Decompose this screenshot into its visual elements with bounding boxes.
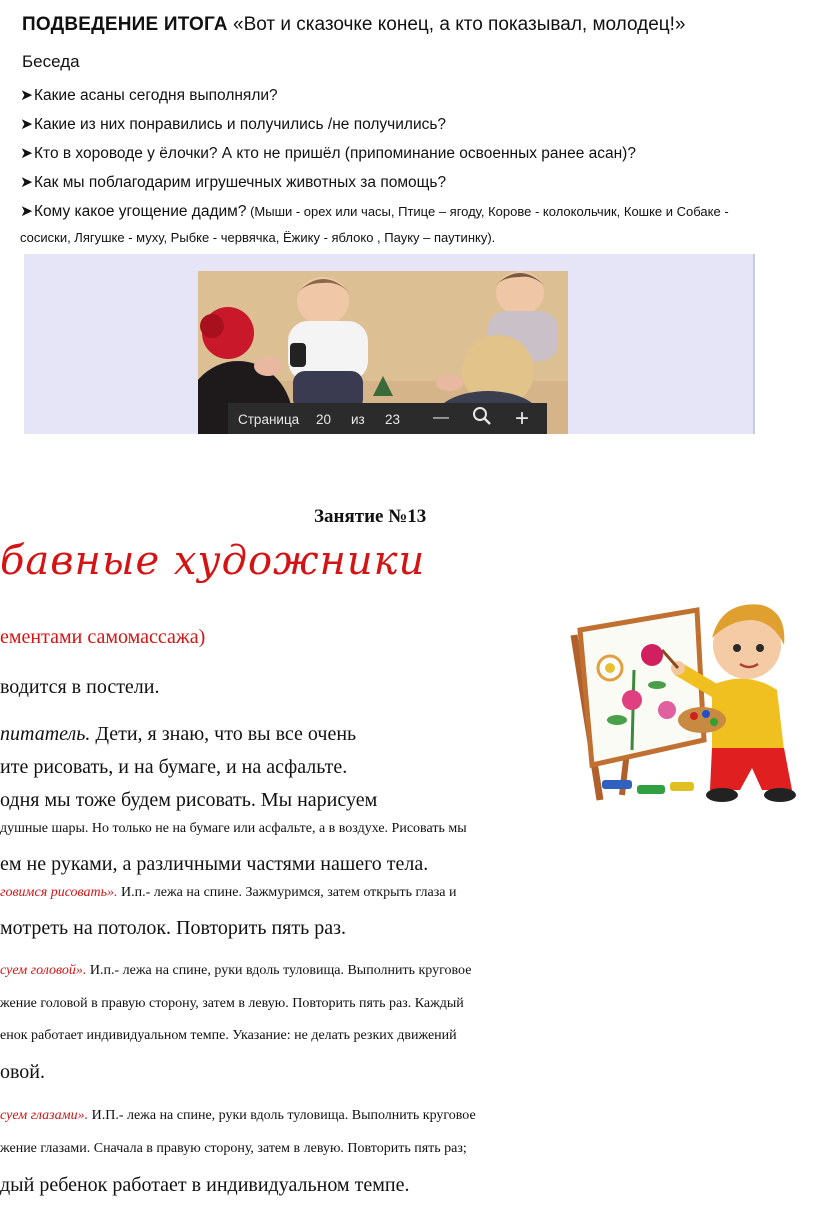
page-current-input[interactable]: 20	[316, 412, 332, 427]
script-title: бавные художники	[0, 538, 426, 584]
exercise-1-text: И.п.- лежа на спине. Зажмуримся, затем открыть глаза и	[117, 885, 457, 900]
question-3	[20, 144, 636, 163]
exercise-1-name: говимся рисовать».	[0, 885, 118, 900]
exercise-2-line-1	[0, 963, 816, 979]
lesson-title: Занятие №13	[314, 506, 427, 527]
question-4	[20, 173, 446, 192]
exercise-3-line-3: дый ребенок работает в индивидуальном темпе.	[0, 1174, 410, 1196]
question-5	[20, 202, 729, 221]
zoom-magnifier-icon[interactable]	[472, 406, 492, 429]
slide-heading-rest: «Вот и сказочке конец, а кто показывал, молодец!»	[227, 14, 686, 35]
slide-scan	[0, 0, 816, 440]
exercise-3-line-1	[0, 1108, 816, 1124]
exercise-2-name: суем головой».	[0, 963, 87, 978]
arrow-bullet-icon: ➤	[20, 145, 33, 162]
question-1-text: Какие асаны сегодня выполняли?	[34, 87, 278, 104]
arrow-bullet-icon: ➤	[20, 87, 33, 104]
arrow-bullet-icon: ➤	[20, 116, 33, 133]
exercise-3-name: суем глазами».	[0, 1108, 89, 1123]
exercise-1-line-2: мотреть на потолок. Повторить пять раз.	[0, 917, 347, 939]
slide-heading-bold: ПОДВЕДЕНИЕ ИТОГА	[22, 14, 228, 35]
paragraph-intro-line-5: ем не руками, а различными частями нашего тела.	[0, 853, 429, 875]
exercise-2-line-3: енок работает индивидуальном темпе. Указание: не делать резких движений	[0, 1028, 457, 1043]
exercise-2-text: И.п.- лежа на спине, руки вдоль туловища. Выполнить круговое	[86, 963, 472, 978]
paragraph-intro-line-3: одня мы тоже будем рисовать. Мы нарисуем	[0, 789, 378, 811]
zoom-in-button[interactable]: +	[515, 405, 530, 432]
exercise-1-line-1	[0, 885, 816, 901]
slide-heading	[22, 14, 686, 36]
intro-line-1-text: Дети, я знаю, что вы все очень	[90, 723, 357, 745]
arrow-bullet-icon: ➤	[20, 203, 33, 220]
paragraph-intro-line-2: ите рисовать, и на бумаге, и на асфальте.	[0, 756, 348, 778]
question-5-text: Кому какое угощение дадим?	[34, 203, 247, 220]
exercise-3-text: И.П.- лежа на спине, руки вдоль туловища. Выполнить круговое	[88, 1108, 476, 1123]
question-2	[20, 115, 446, 134]
zoom-out-button[interactable]: —	[433, 409, 449, 426]
speaker-label: питатель.	[0, 723, 91, 745]
question-4-text: Как мы поблагодарим игрушечных животных за помощь?	[34, 174, 447, 191]
lesson-subtitle: ементами самомассажа)	[0, 626, 206, 648]
exercise-3-line-2: жение глазами. Сначала в правую сторону, затем в левую. Повторить пять раз;	[0, 1141, 467, 1156]
page-label: Страница	[238, 412, 300, 427]
exercise-2-line-4: овой.	[0, 1061, 46, 1083]
page-of-label: из	[351, 412, 365, 427]
boy-painting-illustration	[562, 590, 814, 810]
viewer-toolbar	[228, 403, 547, 434]
arrow-bullet-icon: ➤	[20, 174, 33, 191]
question-5-note: (Мыши - орех или часы, Птице – ягоду, Корове - колокольчик, Кошке и Собаке -	[246, 204, 729, 219]
page-total: 23	[385, 412, 401, 427]
paragraph-setting: водится в постели.	[0, 676, 160, 698]
question-5-continuation: сосиски, Лягушке - муху, Рыбке - червячка, Ёжику - яблоко , Пауку – паутинку).	[20, 230, 496, 245]
question-2-text: Какие из них понравились и получились /не получились?	[34, 116, 447, 133]
paragraph-intro-line-1	[0, 723, 356, 746]
paragraph-intro-line-4: душные шары. Но только не на бумаге или асфальте, а в воздухе. Рисовать мы	[0, 821, 467, 836]
question-1	[20, 86, 278, 105]
exercise-2-line-2: жение головой в правую сторону, затем в левую. Повторить пять раз. Каждый	[0, 996, 464, 1011]
slide-subheading: Беседа	[22, 52, 80, 71]
question-3-text: Кто в хороводе у ёлочки? А кто не пришёл (припоминание освоенных ранее асан)?	[34, 145, 636, 162]
